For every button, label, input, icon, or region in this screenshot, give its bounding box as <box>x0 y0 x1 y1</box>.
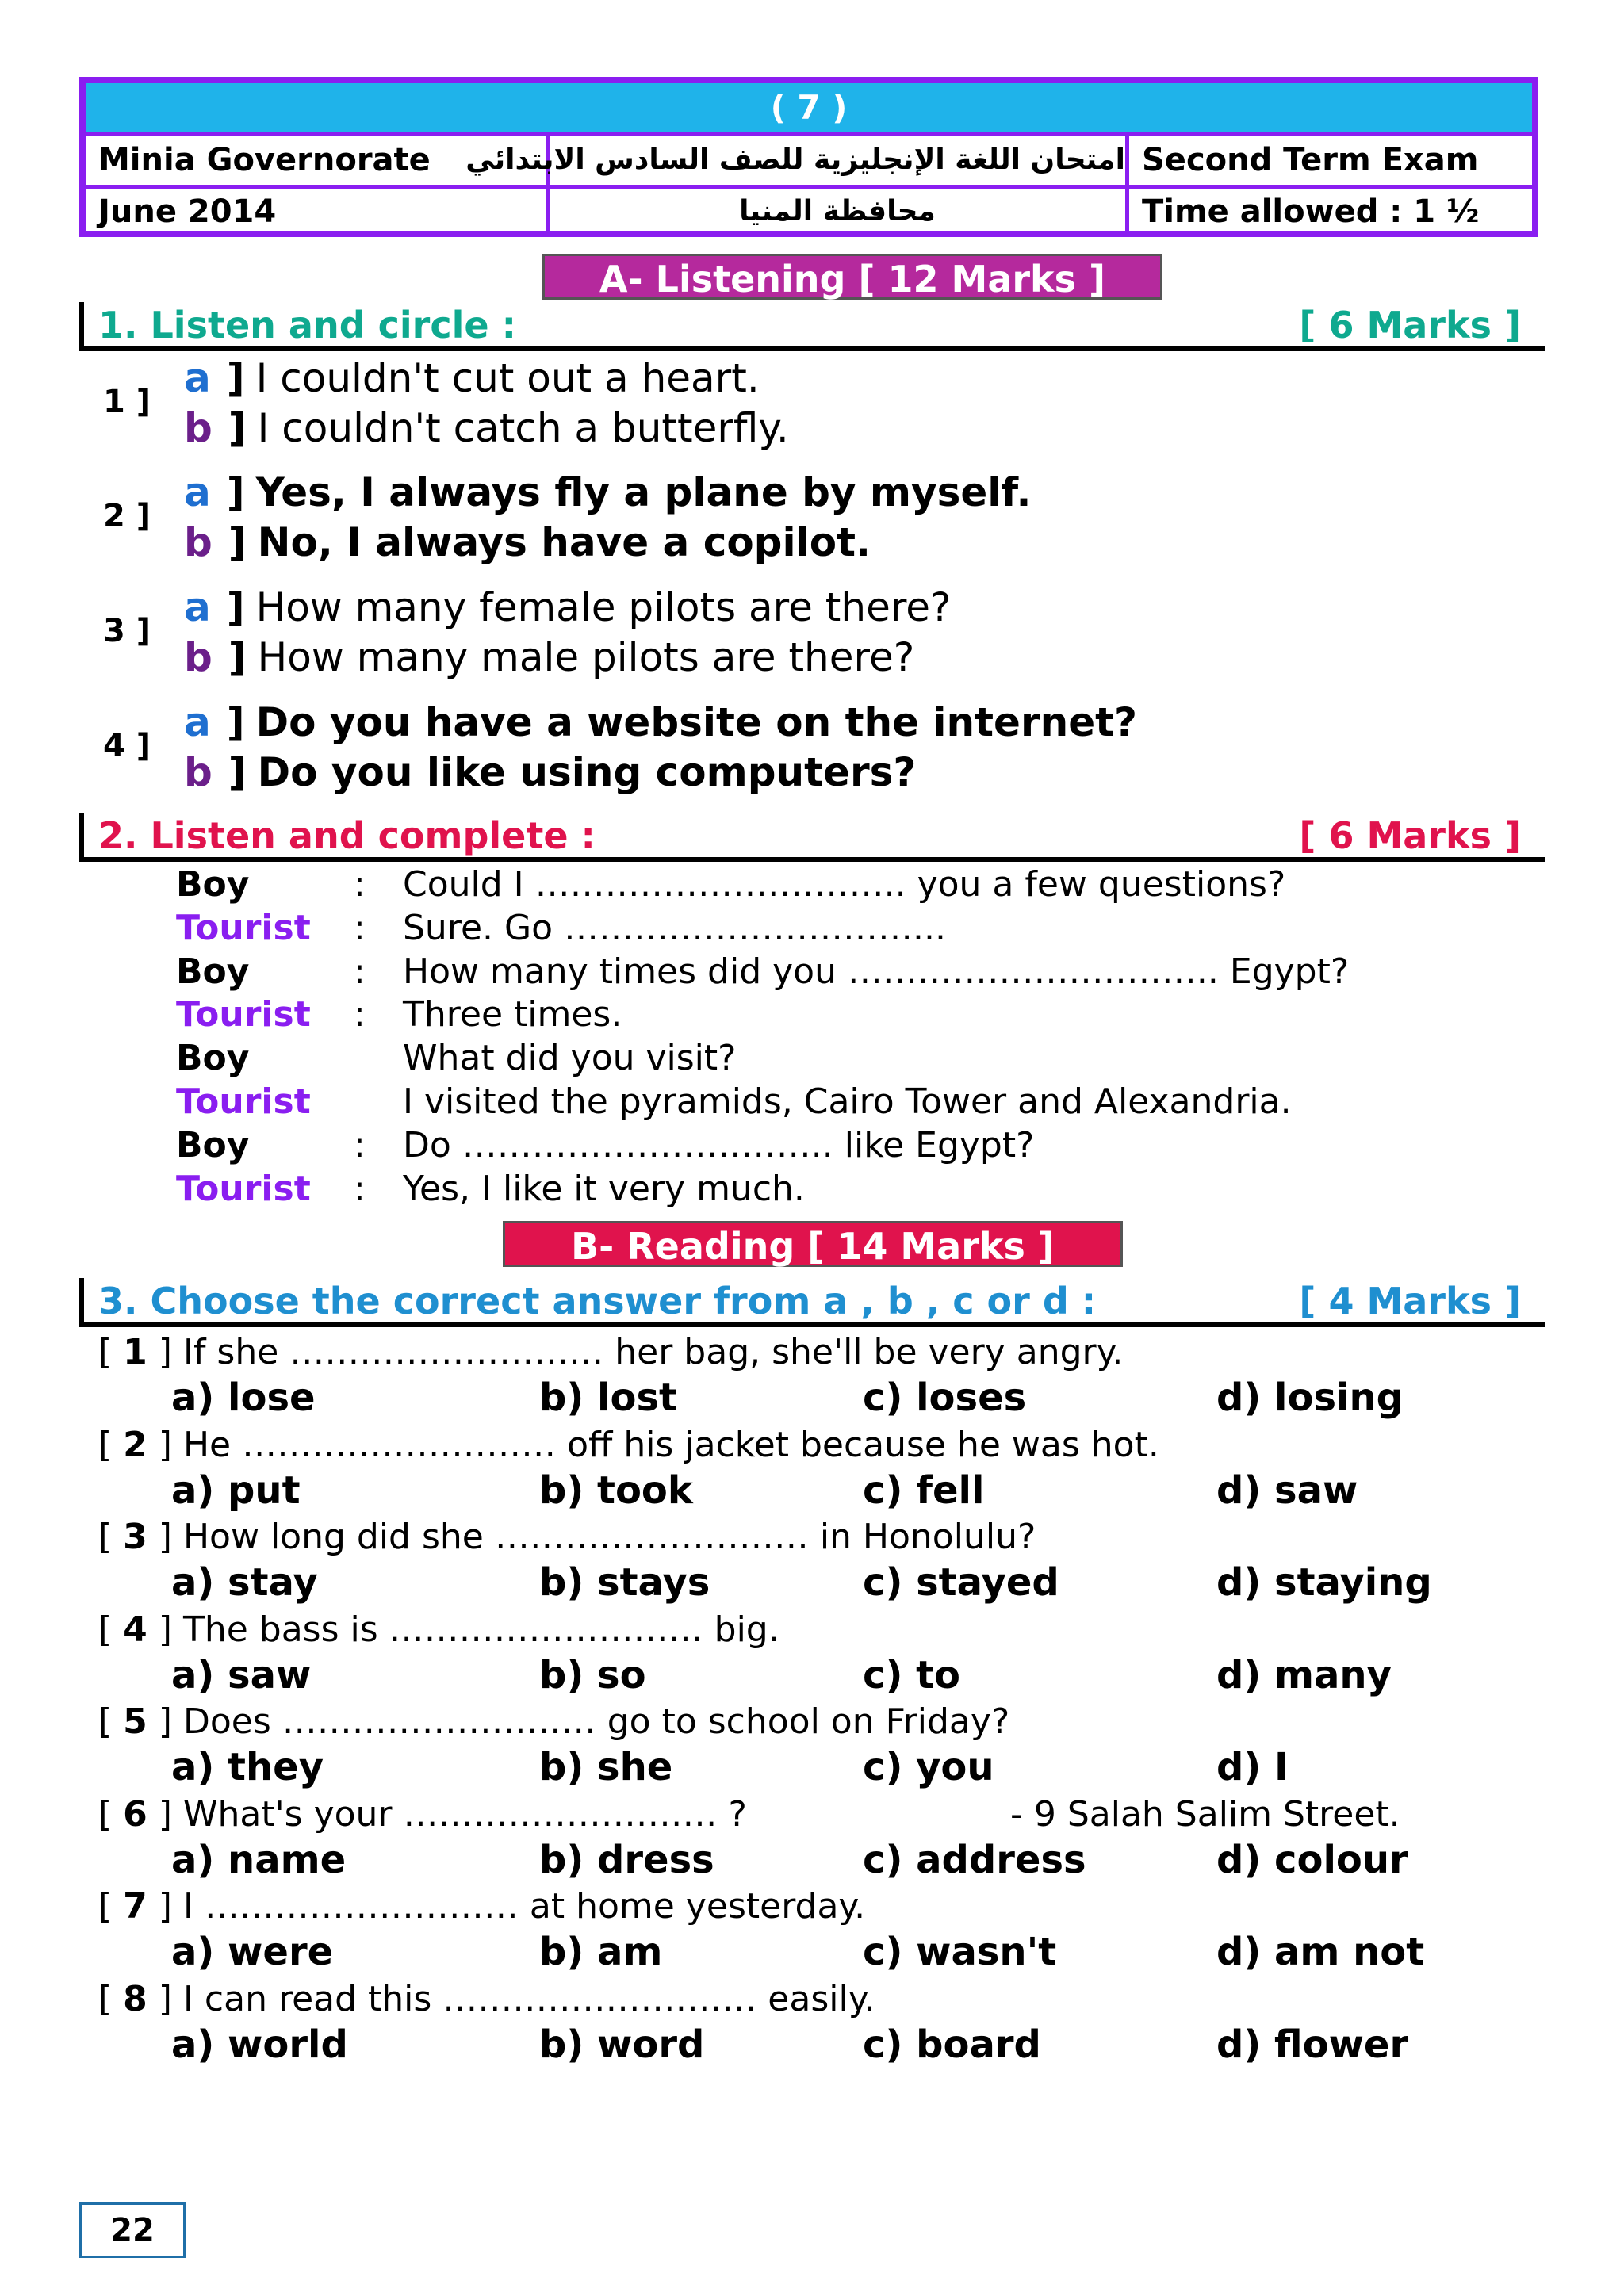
mcq-stem-text: The bass is ……………………… big. <box>182 1609 779 1650</box>
speaker-colon: : <box>354 908 366 948</box>
option-letter: a <box>184 584 211 630</box>
mcq-stem <box>98 1886 865 1927</box>
mcq-bracket-close: ] <box>158 1332 172 1372</box>
mcq-number: 1 <box>123 1332 147 1372</box>
speaker-label: Boy <box>176 1125 250 1165</box>
speaker-label: Tourist <box>176 1169 311 1209</box>
mcq-option-c: c) board <box>863 2022 1041 2067</box>
mcq-number: 8 <box>123 1979 147 2019</box>
question-3-title: 3. Choose the correct answer from a , b , c or d : <box>98 1280 1097 1322</box>
mcq-option-b: b) stays <box>539 1560 710 1605</box>
mcq-stem-text: I can read this ……………………… easily. <box>182 1979 875 2019</box>
mcq-option-c: c) to <box>863 1653 961 1697</box>
speaker-label: Tourist <box>176 908 311 948</box>
option-b-text: I couldn't catch a butterfly. <box>257 405 789 451</box>
option-b-text: Do you like using computers? <box>257 749 917 795</box>
mcq-stem-text: If she ……………………… her bag, she'll be very angry. <box>182 1332 1124 1372</box>
question-1-marks: [ 6 Marks ] <box>1299 304 1521 346</box>
mcq-option-c: c) wasn't <box>863 1930 1057 1974</box>
mcq-option-d: d) flower <box>1216 2022 1409 2067</box>
exam-header-table <box>79 77 1538 237</box>
page-number: 22 <box>79 2202 186 2258</box>
option-b-text: No, I always have a copilot. <box>257 519 871 565</box>
question-item-number: 3 ] <box>103 613 151 649</box>
option-letter: a <box>184 699 211 745</box>
mcq-stem <box>98 1701 1009 1742</box>
speaker-colon: : <box>354 994 366 1035</box>
option-a-text: Do you have a website on the internet? <box>255 699 1138 745</box>
option-bracket: ] <box>228 749 247 795</box>
option-bracket: ] <box>228 519 247 565</box>
mcq-stem-text: What's your ……………………… ? <box>182 1794 747 1835</box>
mcq-stem <box>98 1979 875 2019</box>
mcq-bracket-open: [ <box>98 1332 113 1372</box>
option-b-text: How many male pilots are there? <box>257 634 915 680</box>
option-letter: b <box>184 405 213 451</box>
option-b-line <box>184 519 871 565</box>
question-item-number: 2 ] <box>103 498 151 534</box>
mcq-bracket-close: ] <box>158 1979 172 2019</box>
mcq-option-d: d) am not <box>1216 1930 1425 1974</box>
mcq-bracket-close: ] <box>158 1701 172 1742</box>
mcq-bracket-open: [ <box>98 1701 113 1742</box>
mcq-answer-hint: - 9 Salah Salim Street. <box>1010 1794 1400 1835</box>
arabic-exam-title: امتحان اللغة الإنجليزية للصف السادس الابتدائي <box>465 144 1125 176</box>
mcq-number: 6 <box>123 1794 147 1835</box>
mcq-bracket-open: [ <box>98 1425 113 1465</box>
mcq-number: 4 <box>123 1609 147 1650</box>
reading-banner: B- Reading [ 14 Marks ] <box>503 1221 1123 1267</box>
option-letter: b <box>184 634 213 680</box>
option-b-line <box>184 634 914 680</box>
mcq-stem <box>98 1425 1159 1465</box>
speaker-label: Boy <box>176 864 250 905</box>
option-bracket: ] <box>226 469 245 515</box>
mcq-option-c: c) address <box>863 1838 1086 1882</box>
mcq-bracket-open: [ <box>98 1517 113 1557</box>
option-bracket: ] <box>226 355 245 401</box>
mcq-bracket-close: ] <box>158 1517 172 1557</box>
mcq-option-c: c) fell <box>863 1468 985 1513</box>
option-b-line <box>184 405 789 451</box>
option-b-line <box>184 749 916 795</box>
option-a-text: How many female pilots are there? <box>255 584 952 630</box>
option-a-text: Yes, I always fly a plane by myself. <box>255 469 1032 515</box>
speaker-label: Tourist <box>176 1081 311 1122</box>
mcq-bracket-open: [ <box>98 1886 113 1927</box>
mcq-option-b: b) am <box>539 1930 663 1974</box>
mcq-number: 5 <box>123 1701 147 1742</box>
mcq-number: 7 <box>123 1886 147 1927</box>
option-letter: a <box>184 355 211 401</box>
mcq-bracket-close: ] <box>158 1425 172 1465</box>
option-bracket: ] <box>228 634 247 680</box>
mcq-stem <box>98 1332 1123 1372</box>
mcq-option-d: d) colour <box>1216 1838 1408 1882</box>
question-item-number: 1 ] <box>103 384 151 420</box>
mcq-stem-text: Does ……………………… go to school on Friday? <box>182 1701 1010 1742</box>
mcq-stem-text: I ……………………… at home yesterday. <box>182 1886 866 1927</box>
speaker-colon: : <box>354 951 366 992</box>
mcq-option-c: c) loses <box>863 1376 1027 1420</box>
option-a-line <box>184 584 952 630</box>
dialogue-text: Do ………………………….. like Egypt? <box>403 1125 1035 1165</box>
mcq-stem <box>98 1609 779 1650</box>
mcq-option-d: d) staying <box>1216 1560 1432 1605</box>
dialogue-text: Three times. <box>403 994 622 1035</box>
mcq-option-a: a) were <box>171 1930 334 1974</box>
option-bracket: ] <box>228 405 247 451</box>
mcq-option-d: d) saw <box>1216 1468 1358 1513</box>
option-a-line <box>184 469 1031 515</box>
speaker-colon: : <box>354 864 366 905</box>
mcq-option-b: b) so <box>539 1653 646 1697</box>
mcq-option-a: a) stay <box>171 1560 318 1605</box>
mcq-option-a: a) put <box>171 1468 301 1513</box>
mcq-option-a: a) lose <box>171 1376 316 1420</box>
mcq-option-a: a) name <box>171 1838 347 1882</box>
option-bracket: ] <box>226 584 245 630</box>
mcq-option-c: c) stayed <box>863 1560 1059 1605</box>
mcq-stem-text: He ……………………… off his jacket because he was hot. <box>182 1425 1159 1465</box>
listening-banner: A- Listening [ 12 Marks ] <box>542 254 1162 300</box>
question-1-heading <box>79 302 1545 351</box>
mcq-option-b: b) dress <box>539 1838 714 1882</box>
mcq-option-d: d) losing <box>1216 1376 1404 1420</box>
mcq-stem <box>98 1794 747 1835</box>
speaker-label: Boy <box>176 1038 250 1078</box>
mcq-option-a: a) world <box>171 2022 348 2067</box>
mcq-stem <box>98 1517 1036 1557</box>
speaker-colon: : <box>354 1169 366 1209</box>
mcq-option-c: c) you <box>863 1745 994 1789</box>
option-a-text: I couldn't cut out a heart. <box>255 355 760 401</box>
governorate-label: Minia Governorate <box>98 142 431 178</box>
mcq-bracket-open: [ <box>98 1794 113 1835</box>
mcq-option-a: a) saw <box>171 1653 312 1697</box>
option-letter: b <box>184 519 213 565</box>
mcq-bracket-close: ] <box>158 1886 172 1927</box>
mcq-bracket-close: ] <box>158 1609 172 1650</box>
option-bracket: ] <box>226 699 245 745</box>
dialogue-text: Sure. Go …………………………... <box>403 908 946 948</box>
option-letter: b <box>184 749 213 795</box>
mcq-stem-text: How long did she ……………………… in Honolulu? <box>182 1517 1036 1557</box>
mcq-bracket-open: [ <box>98 1979 113 2019</box>
option-letter: a <box>184 469 211 515</box>
option-a-line <box>184 355 760 401</box>
mcq-option-d: d) many <box>1216 1653 1392 1697</box>
speaker-colon: : <box>354 1125 366 1165</box>
dialogue-text: Yes, I like it very much. <box>403 1169 805 1209</box>
question-2-marks: [ 6 Marks ] <box>1299 814 1521 857</box>
speaker-label: Boy <box>176 951 250 992</box>
mcq-option-b: b) lost <box>539 1376 677 1420</box>
time-allowed: Time allowed : 1 ½ <box>1142 193 1480 230</box>
mcq-option-d: d) I <box>1216 1745 1289 1789</box>
exam-term: Second Term Exam <box>1142 142 1479 178</box>
question-2-heading <box>79 813 1545 862</box>
exam-number: ( 7 ) <box>86 83 1532 136</box>
arabic-governorate: محافظة المنيا <box>739 195 936 228</box>
mcq-option-a: a) they <box>171 1745 324 1789</box>
question-1-title: 1. Listen and circle : <box>98 304 517 346</box>
dialogue-text: Could I ………………………….. you a few questions? <box>403 864 1286 905</box>
speaker-label: Tourist <box>176 994 311 1035</box>
mcq-option-b: b) took <box>539 1468 693 1513</box>
mcq-option-b: b) word <box>539 2022 705 2067</box>
mcq-number: 3 <box>123 1517 147 1557</box>
exam-date: June 2014 <box>98 193 277 230</box>
question-3-heading <box>79 1278 1545 1327</box>
question-3-marks: [ 4 Marks ] <box>1299 1280 1521 1322</box>
question-item-number: 4 ] <box>103 728 151 764</box>
dialogue-text: I visited the pyramids, Cairo Tower and Alexandria. <box>403 1081 1292 1122</box>
dialogue-text: What did you visit? <box>403 1038 737 1078</box>
dialogue-text: How many times did you ………………………….. Egypt? <box>403 951 1350 992</box>
mcq-bracket-open: [ <box>98 1609 113 1650</box>
mcq-option-b: b) she <box>539 1745 673 1789</box>
mcq-bracket-close: ] <box>158 1794 172 1835</box>
option-a-line <box>184 699 1137 745</box>
mcq-number: 2 <box>123 1425 147 1465</box>
question-2-title: 2. Listen and complete : <box>98 814 596 857</box>
